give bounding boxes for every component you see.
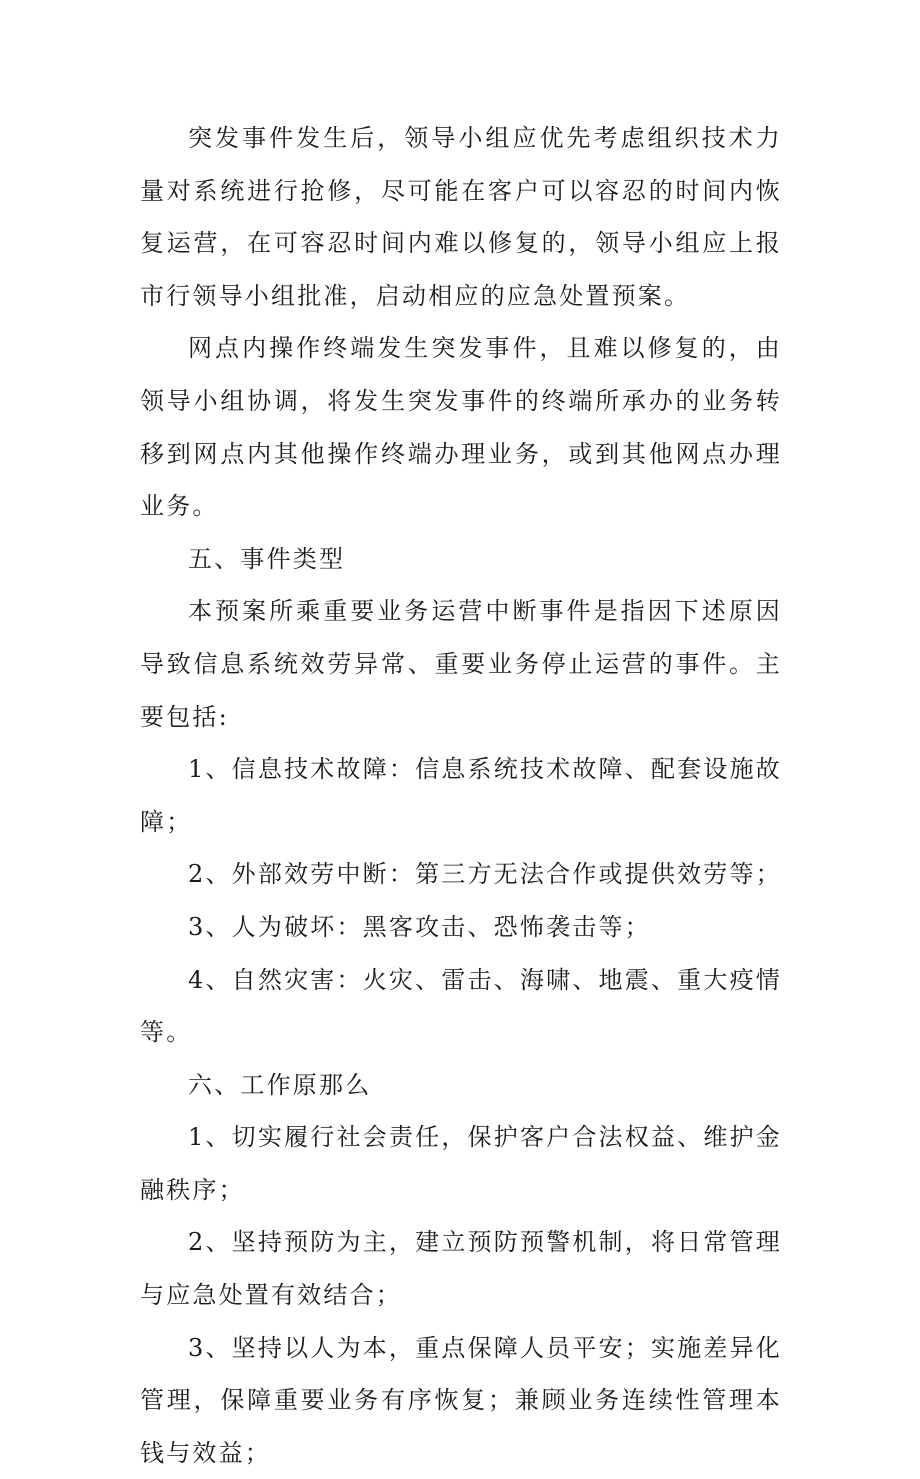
list-item-principle-1: 1、切实履行社会责任，保护客户合法权益、维护金融秩序；	[140, 1123, 782, 1204]
paragraph-terminal-failure: 网点内操作终端发生突发事件，且难以修复的，由领导小组协调，将发生突发事件的终端所承办的业务转移到网点内其他操作终端办理业务，或到其他网点办理业务。	[140, 334, 782, 521]
list-item-principle-2: 2、坚持预防为主，建立预防预警机制，将日常管理与应急处置有效结合；	[140, 1228, 782, 1310]
paragraph-event-definition: 本预案所乘重要业务运营中断事件是指因下述原因导致信息系统效劳异常、重要业务停止运营的事件。主要包括:	[140, 597, 782, 731]
paragraph-recovery: 突发事件发生后，领导小组应优先考虑组织技术力量对系统进行抢修，尽可能在客户可以容忍的时间内恢复运营，在可容忍时间内难以修复的，领导小组应上报市行领导小组批准，启动相应的应急处置预案。	[140, 124, 782, 310]
list-item-natural-disaster: 4、自然灾害：火灾、雷击、海啸、地震、重大疫情等。	[140, 965, 782, 1047]
section-heading-event-types: 五、事件类型	[188, 544, 346, 573]
list-item-principle-3: 3、坚持以人为本，重点保障人员平安；实施差异化管理，保障重要业务有序恢复；兼顾业务连续性管理本钱与效益；	[140, 1333, 782, 1467]
list-item-tech-failure: 1、信息技术故障：信息系统技术故障、配套设施故障；	[140, 755, 782, 836]
section-heading-principles: 六、工作原那么	[188, 1070, 372, 1099]
document-body	[140, 112, 782, 1479]
list-item-external-service: 2、外部效劳中断：第三方无法合作或提供效劳等；	[188, 860, 782, 889]
list-item-sabotage: 3、人为破坏：黑客攻击、恐怖袭击等；	[188, 912, 651, 941]
